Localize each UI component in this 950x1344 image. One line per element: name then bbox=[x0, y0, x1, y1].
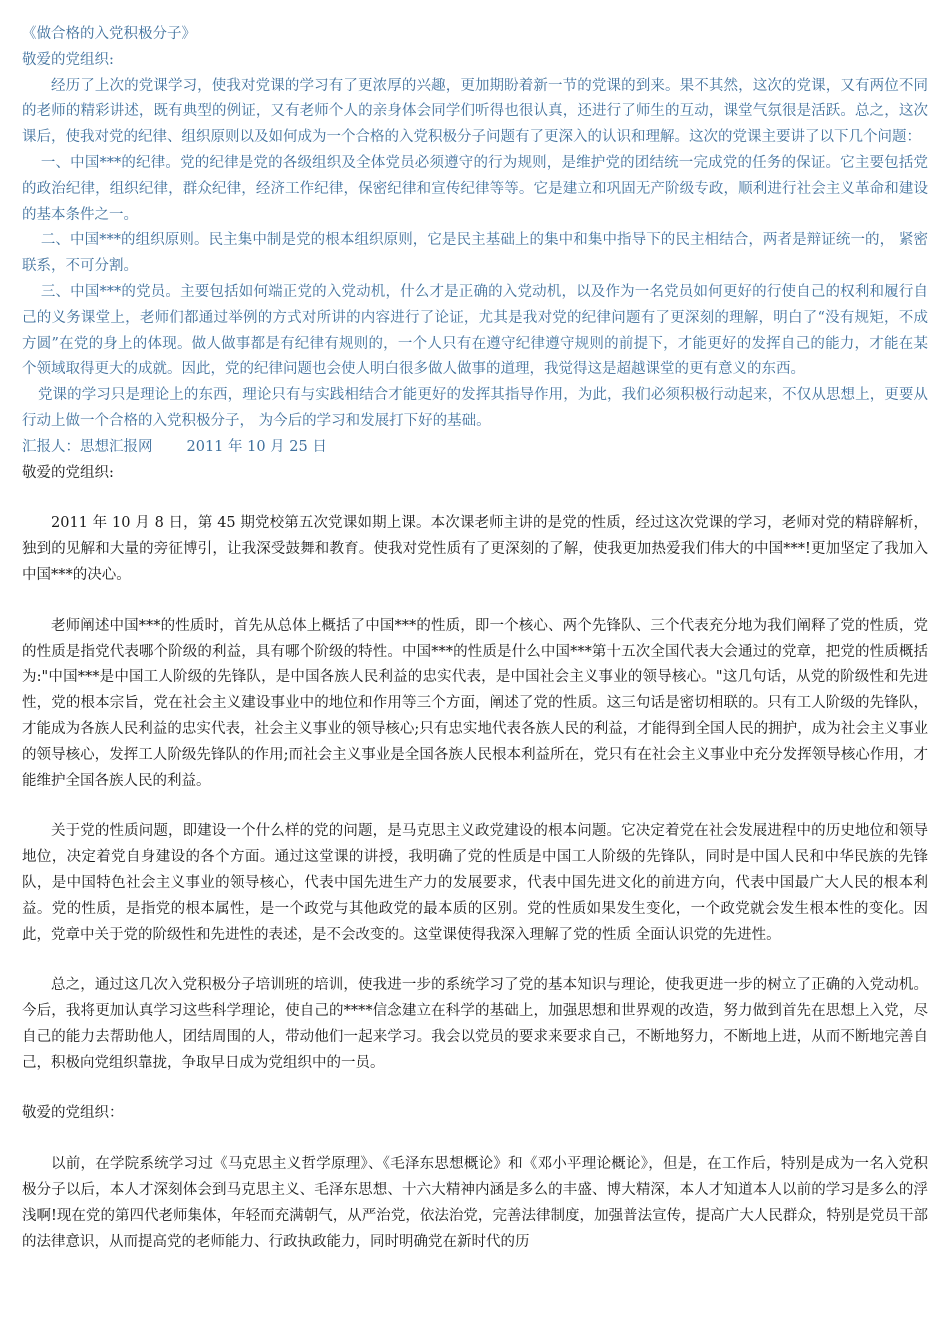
body-paragraph: 2011 年 10 月 8 日，第 45 期党校第五次党课如期上课。本次课老师主讲的是党的性质，经过这次党课的学习，老师对党的精辟解析，独到的见解和大量的旁征博引，让我深受鼓舞和教育。使我对党性质有了更深刻的了解，使我更加热爱我们伟大的中国***!更加坚定了我加入中国***的决心。 bbox=[22, 515, 928, 583]
paragraph-spacer bbox=[22, 948, 928, 973]
paragraph-spacer bbox=[22, 486, 928, 511]
body-paragraph: 以前，在学院系统学习过《马克思主义哲学原理》、《毛泽东思想概论》和《邓小平理论概论》，但是，在工作后，特别是成为一名入党积极分子以后，本人才深刻体会到马克思主义、毛泽东思想、十六大精神内涵是多么的丰盛、博大精深，本人才知道本人以前的学习是多么的浮浅啊!现在党的第四代老师集体，年轻而充满朝气，从严治党，依法治党，完善法律制度，加强普法宣传，提高广大人民群众，特别是党员干部的法律意识，从而提高党的老师能力、行政执政能力，同时明确党在新时代的历 bbox=[22, 1156, 928, 1250]
item-organization: 二、中国***的组织原则。民主集中制是党的根本组织原则，它是民主基础上的集中和集中指导下的民主相结合，两者是辩证统一的， 紧密联系，不可分割。 bbox=[22, 232, 928, 275]
item-members: 三、中国***的党员。主要包括如何端正党的入党动机，什么才是正确的入党动机，以及作为一名党员如何更好的行使自己的权利和履行自己的义务课堂上，老师们都通过举例的方式对所讲的内容进行了论证，尤其是我对党的纪律问题有了更深刻的理解，明白了“没有规矩，不成方圆”在党的身上的体现。做人做事都是有纪律有规则的，一个人只有在遵守纪律遵守规则的前提下，才能更好的发挥自己的能力，才能在某个领域取得更大的成就。因此，党的纪律问题也会使人明白很多做人做事的道理，我觉得这是超越课堂的更有意义的东西。 bbox=[22, 283, 928, 378]
report-section-2 bbox=[22, 461, 928, 1102]
body-paragraph: 总之，通过这几次入党积极分子培训班的培训，使我进一步的系统学习了党的基本知识与理论，使我更进一步的树立了正确的入党动机。今后，我将更加认真学习这些科学理论，使自己的****信念建立在科学的基础上，加强思想和世界观的改造，努力做到首先在思想上入党，尽自己的能力去帮助他人，团结周围的人，带动他们一起来学习。我会以党员的要求来要求自己，不断地努力，不断地上进，从而不断地完善自己，积极向党组织靠拢，争取早日成为党组织中的一员。 bbox=[22, 977, 928, 1071]
reporter: 汇报人：思想汇报网 bbox=[22, 438, 153, 455]
body-paragraph: 老师阐述中国***的性质时，首先从总体上概括了中国***的性质，即一个核心、两个先锋队、三个代表充分地为我们阐释了党的性质，党的性质是指党代表哪个阶级的利益，具有哪个阶级的特性。中国***的性质是什么中国***第十五次全国代表大会通过的党章，把党的性质概括为:"中国***是中国工人阶级的先锋队，是中国各族人民利益的忠实代表，是中国社会主义事业的领导核心。"这几句话，从党的阶级性和先进性，党的根本宗旨，党在社会主义建设事业中的地位和作用等三个方面，阐述了党的性质。这三句话是密切相联的。只有工人阶级的先锋队，才能成为各族人民利益的忠实代表，社会主义事业的领导核心;只有忠实地代表各族人民的利益，才能得到全国人民的拥护，成为社会主义事业的领导核心，发挥工人阶级先锋队的作用;而社会主义事业是全国各族人民根本利益所在，党只有在社会主义事业中充分发挥领导核心作用，才能维护全国各族人民的利益。 bbox=[22, 617, 928, 789]
signature-line bbox=[22, 435, 928, 461]
document-page bbox=[22, 22, 928, 1255]
greeting: 敬爱的党组织: bbox=[22, 51, 114, 68]
body-paragraph: 关于党的性质问题，即建设一个什么样的党的问题，是马克思主义政党建设的根本问题。它决定着党在社会发展进程中的历史地位和领导地位，决定着党自身建设的各个方面。通过这堂课的讲授，我明确了党的性质是中国工人阶级的先锋队，同时是中国人民和中华民族的先锋队，是中国特色社会主义事业的领导核心，代表中国先进生产力的发展要求，代表中国先进文化的前进方向，代表中国最广大人民的根本利益。党的性质，是指党的根本属性，是一个政党与其他政党的最本质的区别。党的性质如果发生变化，一个政党就会发生根本性的变化。因此，党章中关于党的阶级性和先进性的表述，是不会改变的。这堂课使得我深入理解了党的性质 全面认识党的先进性。 bbox=[22, 823, 928, 943]
report-section-1 bbox=[22, 22, 928, 461]
report-date: 2011 年 10 月 25 日 bbox=[186, 438, 327, 455]
paragraph-spacer bbox=[22, 1076, 928, 1101]
intro-paragraph: 经历了上次的党课学习，使我对党课的学习有了更浓厚的兴趣，更加期盼着新一节的党课的到来。果不其然，这次的党课，又有两位不同的老师的精彩讲述，既有典型的例证，又有老师个人的亲身体会同学们听得也很认真，还进行了师生的互动，课堂气氛很是活跃。总之，这次课后，使我对党的纪律、组织原则以及如何成为一个合格的入党积极分子问题有了更深入的认识和理解。这次的党课主要讲了以下几个问题： bbox=[22, 77, 928, 146]
paragraph-spacer bbox=[22, 589, 928, 614]
paragraph-spacer bbox=[22, 1127, 928, 1152]
closing-paragraph: 党课的学习只是理论上的东西，理论只有与实践相结合才能更好的发挥其指导作用，为此，我们必须积极行动起来，不仅从思想上，更要从行动上做一个合格的入党积极分子， 为今后的学习和发展打下好的基础。 bbox=[22, 387, 928, 429]
greeting: 敬爱的党组织： bbox=[22, 1105, 124, 1122]
report-section-3 bbox=[22, 1101, 928, 1255]
greeting: 敬爱的党组织: bbox=[22, 464, 114, 481]
paragraph-spacer bbox=[22, 794, 928, 819]
item-discipline: 一、中国***的纪律。党的纪律是党的各级组织及全体党员必须遵守的行为规则，是维护党的团结统一完成党的任务的保证。它主要包括党的政治纪律，组织纪律，群众纪律，经济工作纪律，保密纪律和宣传纪律等等。它是建立和巩固无产阶级专政，顺利进行社会主义革命和建设的基本条件之一。 bbox=[22, 154, 928, 223]
document-title: 《做合格的入党积极分子》 bbox=[22, 26, 196, 42]
